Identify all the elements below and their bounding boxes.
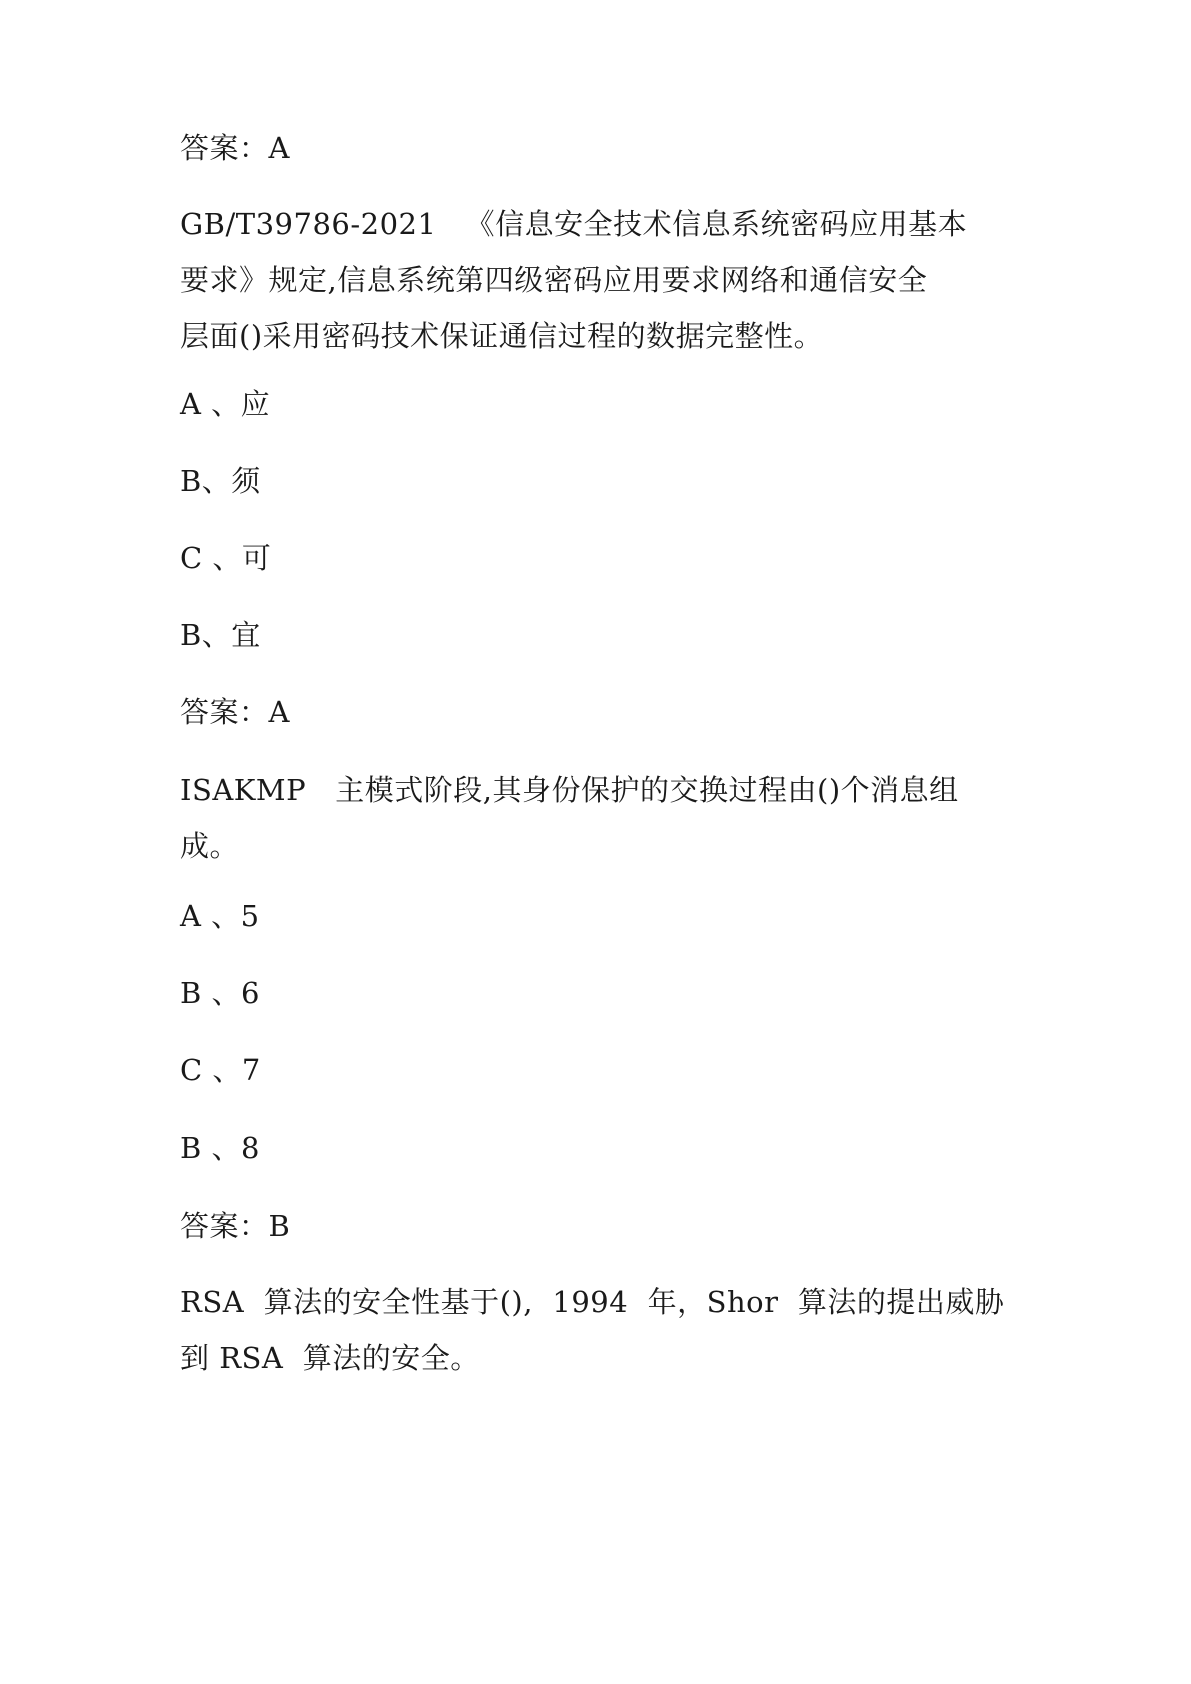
option-line: B、宜 xyxy=(180,618,261,652)
question-text xyxy=(180,196,1020,364)
option-line: B 、8 xyxy=(180,1131,260,1165)
answer-line: 答案：B xyxy=(180,1209,291,1243)
option-line: B 、6 xyxy=(180,976,260,1010)
question-line: 到 RSA 算法的安全。 xyxy=(180,1341,480,1375)
option-line: B、须 xyxy=(180,464,261,498)
answer-line: 答案：A xyxy=(180,695,290,729)
question-line: 成。 xyxy=(180,829,240,863)
question-line: ISAKMP 主模式阶段,其身份保护的交换过程由()个消息组 xyxy=(180,773,959,807)
question-text xyxy=(180,762,1020,874)
answer-line: 答案：A xyxy=(180,131,290,165)
question-line: GB/T39786-2021 《信息安全技术信息系统密码应用基本 xyxy=(180,207,968,241)
question-line: 要求》规定,信息系统第四级密码应用要求网络和通信安全 xyxy=(180,263,928,297)
question-line: RSA 算法的安全性基于(), 1994 年，Shor 算法的提出威胁 xyxy=(180,1285,1005,1319)
option-line: C 、可 xyxy=(180,541,272,575)
question-line: 层面()采用密码技术保证通信过程的数据完整性。 xyxy=(180,319,824,353)
option-line: A 、应 xyxy=(180,387,271,421)
question-text xyxy=(180,1274,1020,1386)
option-line: C 、7 xyxy=(180,1053,261,1087)
option-line: A 、5 xyxy=(180,899,260,933)
